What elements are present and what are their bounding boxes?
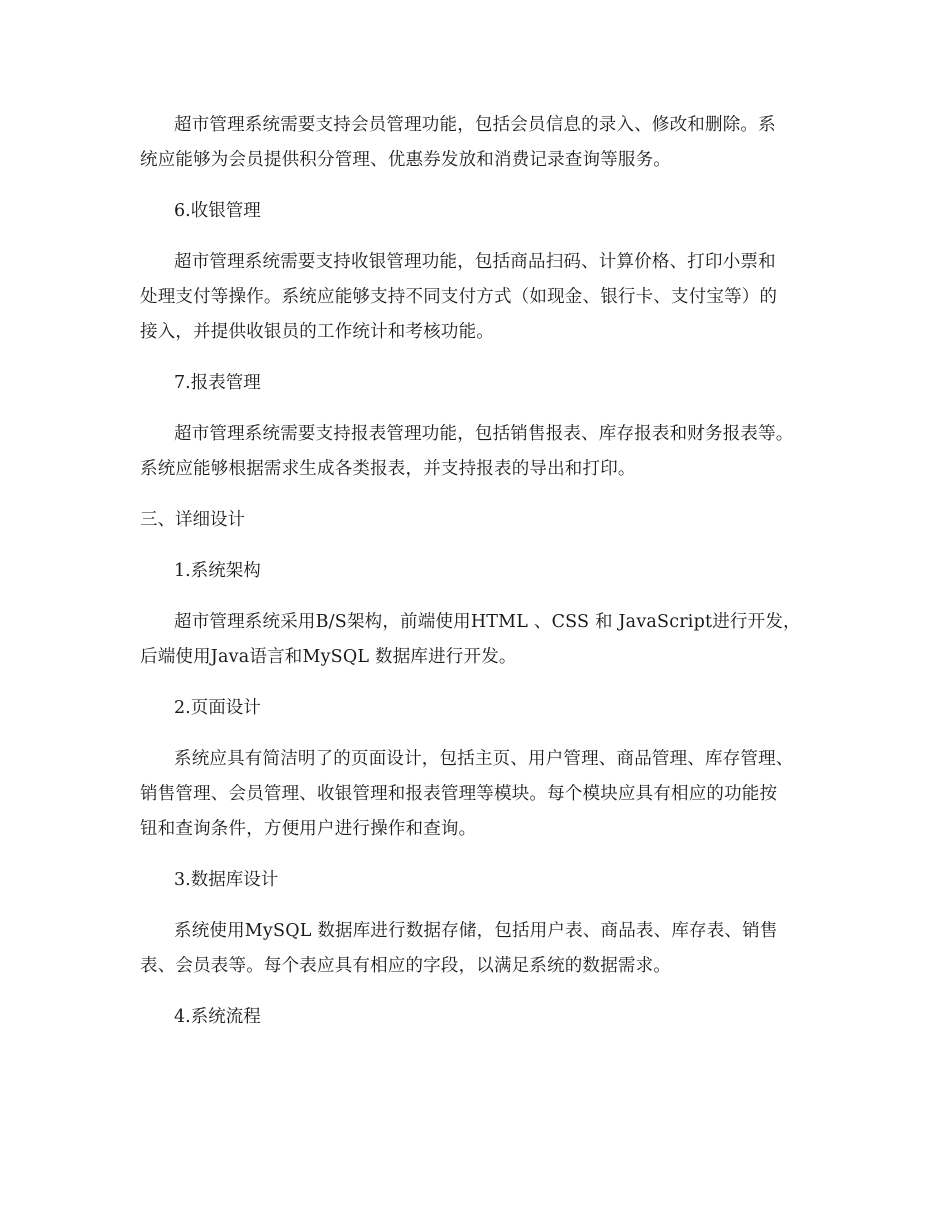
text-line: 系统应能够根据需求生成各类报表，并支持报表的导出和打印。 <box>140 459 636 479</box>
text-line: 表、会员表等。每个表应具有相应的字段，以满足系统的数据需求。 <box>140 956 671 976</box>
text-line: 系统使用MySQL 数据库进行数据存储，包括用户表、商品表、库存表、销售 <box>174 921 778 941</box>
paragraph-report-management <box>140 417 820 487</box>
text-line: 销售管理、会员管理、收银管理和报表管理等模块。每个模块应具有相应的功能按 <box>140 784 778 804</box>
section-heading-architecture: 1.系统架构 <box>174 561 261 581</box>
section-heading-database-design: 3.数据库设计 <box>174 870 279 890</box>
document-page <box>140 108 820 1051</box>
text-line: 处理支付等操作。系统应能够支持不同支付方式（如现金、银行卡、支付宝等）的 <box>140 287 778 307</box>
chapter-heading-detailed-design: 三、详细设计 <box>140 510 245 530</box>
paragraph-architecture <box>140 605 820 675</box>
text-line: 系统应具有简洁明了的页面设计，包括主页、用户管理、商品管理、库存管理、 <box>174 749 794 769</box>
text-line: 超市管理系统需要支持收银管理功能，包括商品扫码、计算价格、打印小票和 <box>174 252 776 272</box>
paragraph-database-design <box>140 914 820 984</box>
paragraph-page-design <box>140 742 820 847</box>
text-line: 接入，并提供收银员的工作统计和考核功能。 <box>140 322 494 342</box>
section-heading-page-design: 2.页面设计 <box>174 698 261 718</box>
text-line: 统应能够为会员提供积分管理、优惠券发放和消费记录查询等服务。 <box>140 150 671 170</box>
section-heading-system-flow: 4.系统流程 <box>174 1007 261 1027</box>
text-line: 钮和查询条件，方便用户进行操作和查询。 <box>140 819 477 839</box>
paragraph-member-management <box>140 108 820 178</box>
text-line: 超市管理系统需要支持报表管理功能，包括销售报表、库存报表和财务报表等。 <box>174 424 794 444</box>
section-heading-cashier: 6.收银管理 <box>174 201 261 221</box>
text-line: 超市管理系统采用B/S架构，前端使用HTML 、CSS 和 JavaScript进行开发， <box>174 612 801 632</box>
text-line: 超市管理系统需要支持会员管理功能，包括会员信息的录入、修改和删除。系 <box>174 115 776 135</box>
section-heading-report: 7.报表管理 <box>174 373 261 393</box>
text-line: 后端使用Java语言和MySQL 数据库进行开发。 <box>140 647 517 667</box>
paragraph-cashier-management <box>140 245 820 350</box>
